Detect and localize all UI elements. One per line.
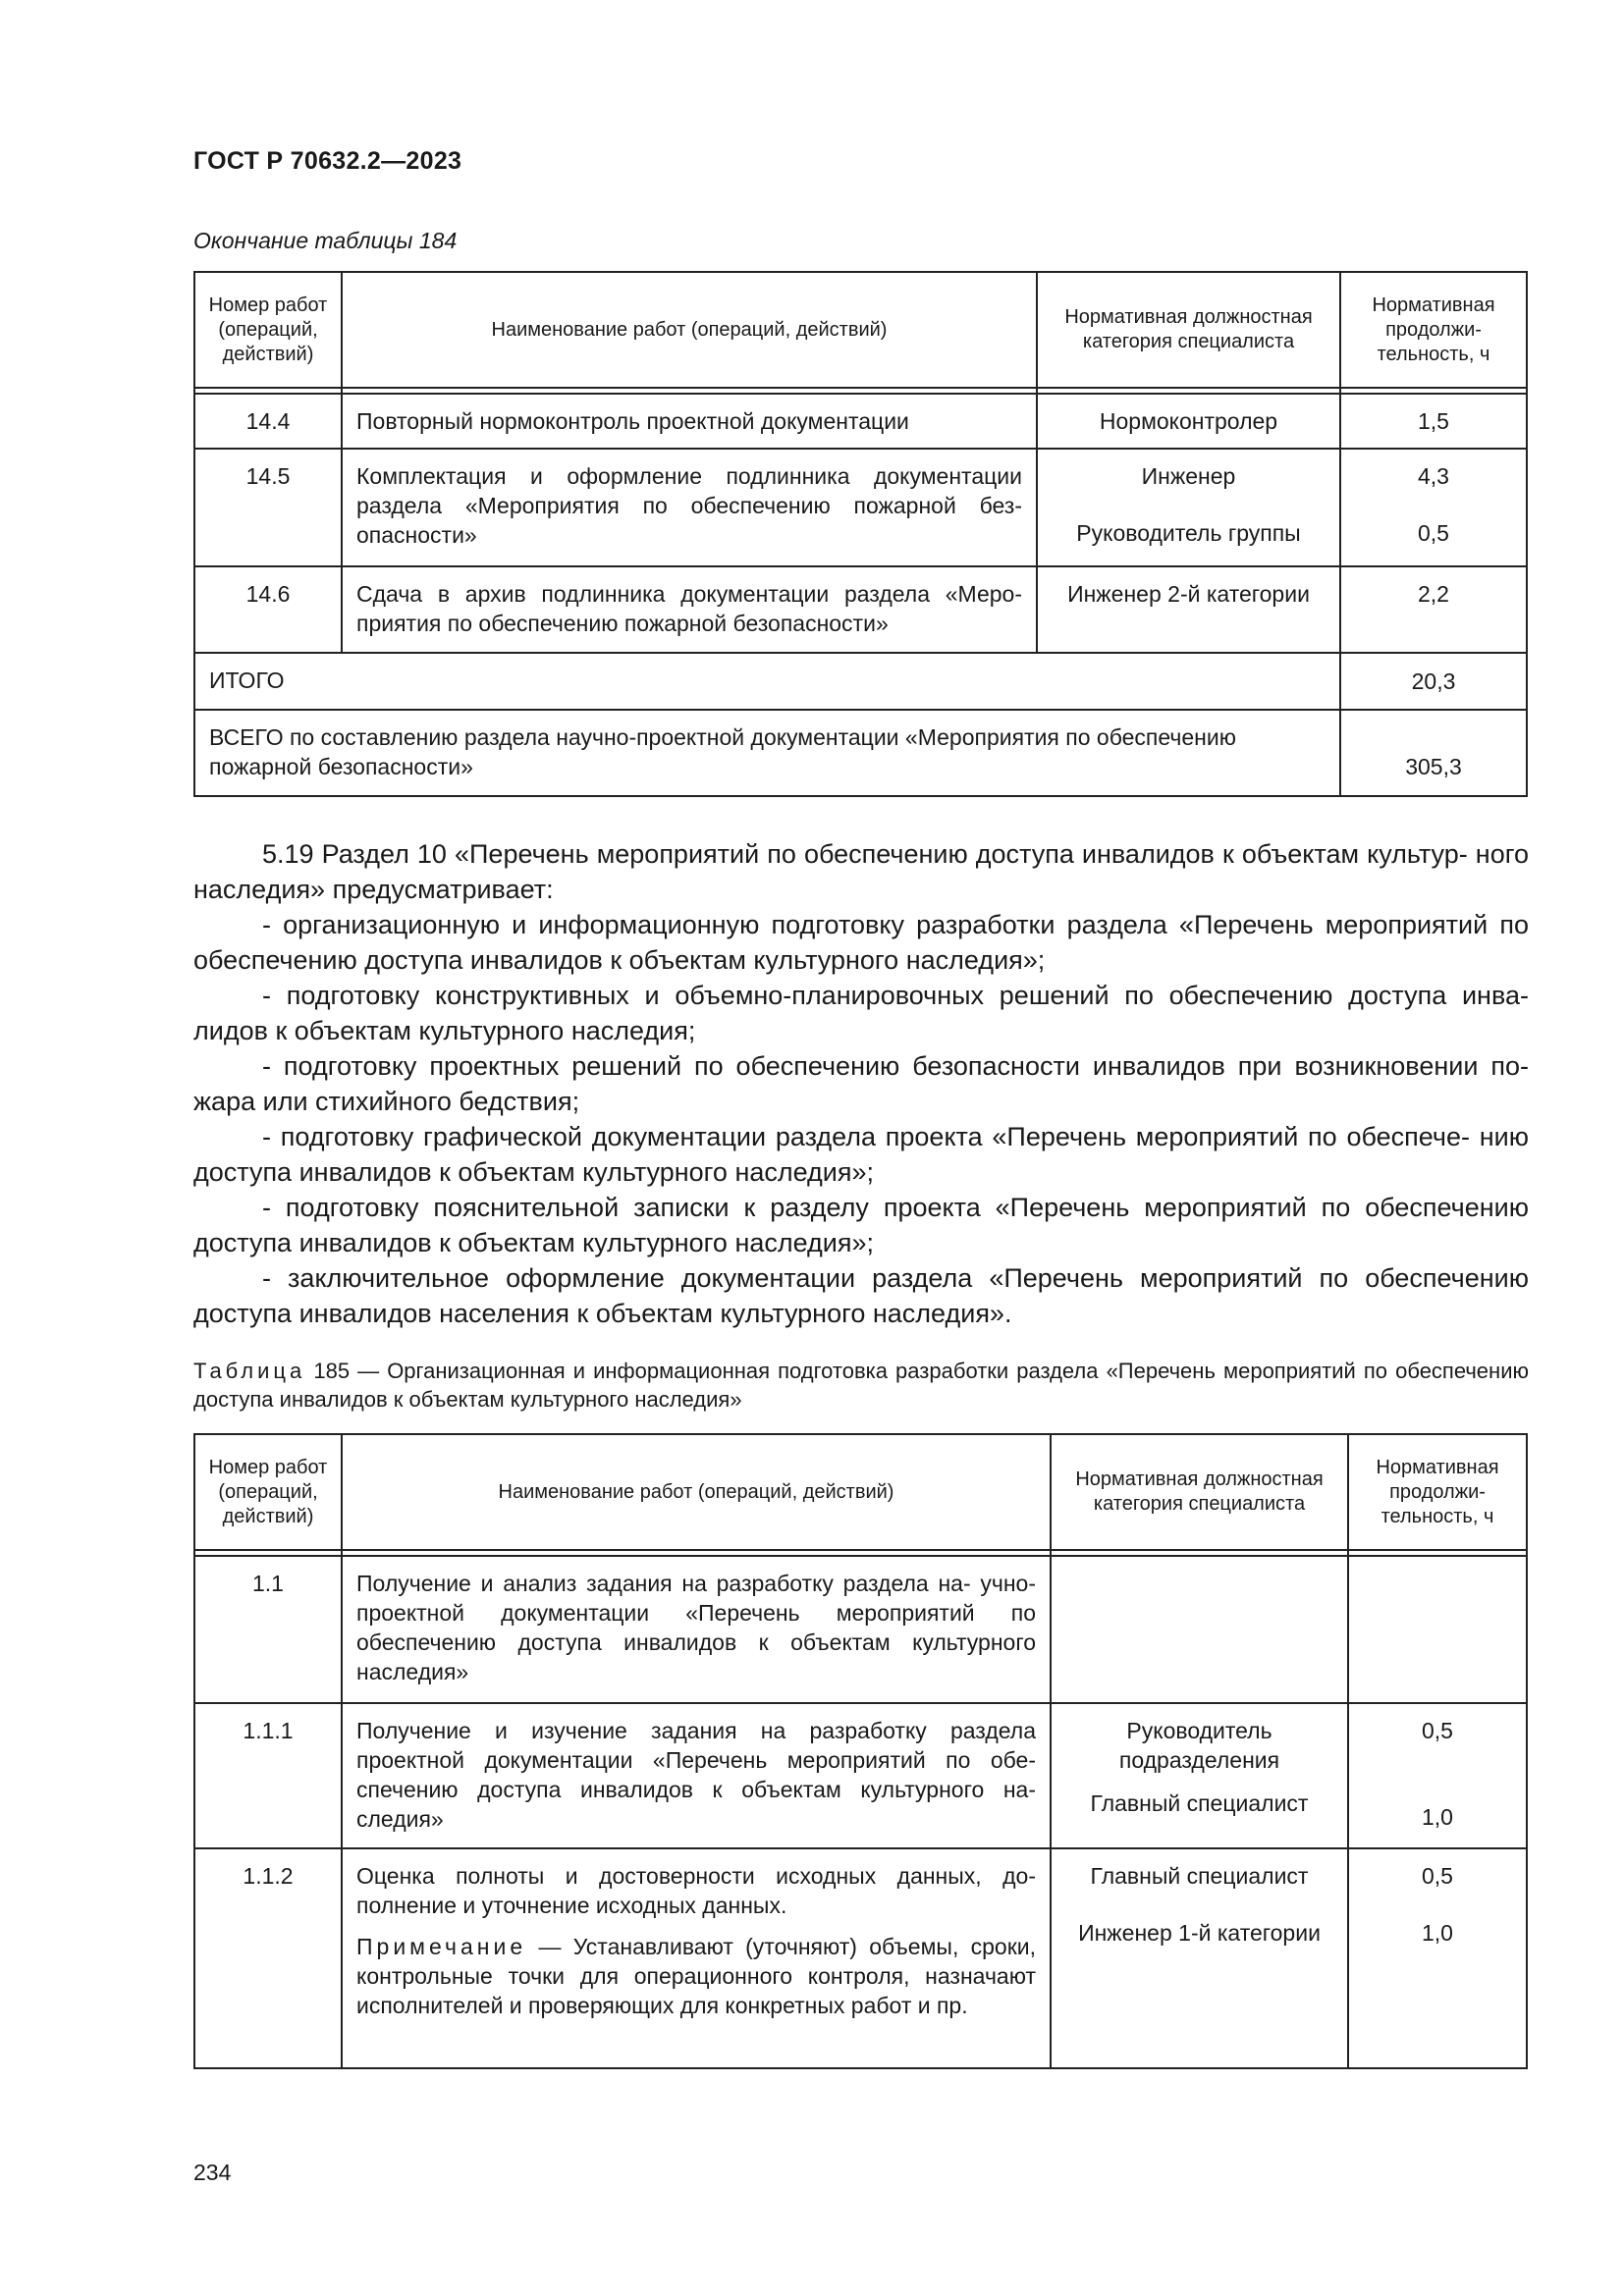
table-184 — [193, 271, 1528, 797]
section-5-19 — [193, 836, 1529, 1331]
note-text: — Устанавливают (уточняют) объемы, сроки, контрольные точки для операционного контроля, назначают исполнителей и проверяющих для конкретных работ и пр. — [356, 1934, 1037, 2018]
row-number: 1.1 — [252, 1571, 284, 1596]
row-category-2: Главный специалист — [1090, 1790, 1309, 1816]
note-label: Примечание — [356, 1934, 527, 1959]
row-category: Руководитель подразделения — [1118, 1718, 1280, 1773]
table-row — [194, 1703, 1527, 1848]
row-name: Получение и изучение задания на разработку раздела проектной документации «Перечень мероприятий по обе- спечению доступа инвалидов к объектам культурного на- следия» — [356, 1718, 1036, 1832]
row-category: Нормоконтролер — [1099, 408, 1278, 434]
table-row — [194, 1556, 1527, 1703]
row-duration: 4,3 — [1418, 463, 1449, 489]
list-item: - заключительное оформление документации раздела «Перечень мероприятий по обеспечению доступа инвалидов населения к объектам культурного наследия». — [193, 1263, 1529, 1328]
row-duration: 0,5 — [1422, 1718, 1453, 1743]
column-header-duration: Нормативная продолжи- тельность, ч — [1340, 272, 1527, 388]
page-number: 234 — [193, 2160, 232, 2185]
row-category: Инженер 2-й категории — [1067, 581, 1310, 607]
table-185 — [193, 1433, 1528, 2069]
grand-total-row — [194, 710, 1527, 796]
row-duration-2: 1,0 — [1422, 1804, 1453, 1830]
row-number: 1.1.2 — [243, 1863, 294, 1889]
row-category: Инженер — [1141, 463, 1236, 489]
row-category-2: Инженер 1-й категории — [1078, 1920, 1321, 1946]
list-item: - организационную и информационную подготовку разработки раздела «Перечень мероприятий по обеспечению доступа инвалидов к объектам культурного наследия»; — [193, 910, 1529, 975]
document-id: ГОСТ Р 70632.2—2023 — [193, 147, 462, 175]
row-name: Повторный нормоконтроль проектной документации — [356, 408, 909, 434]
row-number: 14.5 — [245, 463, 291, 489]
row-name: Оценка полноты и достоверности исходных данных, до- полнение и уточнение исходных данных. — [356, 1863, 1036, 1918]
table-header-row — [194, 272, 1527, 388]
row-category-2: Руководитель группы — [1076, 520, 1301, 546]
row-number: 1.1.1 — [243, 1718, 294, 1743]
column-header-category: Нормативная должностная категория специалиста — [1051, 1434, 1348, 1550]
row-note — [356, 1932, 1036, 2020]
row-number: 14.6 — [245, 581, 291, 607]
table-row — [194, 566, 1527, 653]
total-row — [194, 653, 1527, 710]
grand-total-value: 305,3 — [1340, 710, 1527, 796]
table-row — [194, 449, 1527, 566]
column-header-name: Наименование работ (операций, действий) — [342, 272, 1037, 388]
list-item: - подготовку графической документации раздела проекта «Перечень мероприятий по обеспече- нию доступа инвалидов к объектам культурного наследия»; — [193, 1122, 1529, 1187]
row-duration-2: 0,5 — [1418, 520, 1449, 546]
column-header-category: Нормативная должностная категория специалиста — [1037, 272, 1340, 388]
section-intro: 5.19 Раздел 10 «Перечень мероприятий по обеспечению доступа инвалидов к объектам культур- ного наследия» предусматривает: — [193, 839, 1529, 904]
list-item: - подготовку проектных решений по обеспечению безопасности инвалидов при возникновении по- жара или стихийного бедствия; — [193, 1051, 1529, 1116]
grand-total-label: ВСЕГО по составлению раздела научно-проектной документации «Мероприятия по обеспечению пожарной безопасности» — [194, 710, 1340, 796]
column-header-number: Номер работ (операций, действий) — [194, 272, 342, 388]
row-number: 14.4 — [245, 408, 291, 434]
column-header-number: Номер работ (операций, действий) — [194, 1434, 342, 1550]
column-header-name: Наименование работ (операций, действий) — [342, 1434, 1051, 1550]
table-185-title — [193, 1357, 1529, 1414]
list-item: - подготовку конструктивных и объемно-планировочных решений по обеспечению доступа инва- лидов к объектам культурного наследия; — [193, 981, 1529, 1045]
list-item: - подготовку пояснительной записки к разделу проекта «Перечень мероприятий по обеспечению доступа инвалидов к объектам культурного наследия»; — [193, 1193, 1529, 1257]
row-duration: 2,2 — [1418, 581, 1449, 607]
row-category: Главный специалист — [1090, 1863, 1309, 1889]
row-duration: 0,5 — [1422, 1863, 1453, 1889]
table-label-word: Таблица — [193, 1359, 306, 1383]
row-duration-2: 1,0 — [1422, 1920, 1453, 1946]
table-row — [194, 1848, 1527, 2068]
table-header-row — [194, 1434, 1527, 1550]
row-duration: 1,5 — [1418, 408, 1449, 434]
column-header-duration: Нормативная продолжи- тельность, ч — [1348, 1434, 1527, 1550]
row-name: Получение и анализ задания на разработку раздела на- учно-проектной документации «Перечень мероприятий по обеспечению доступа инвалидов к объектам культурного наследия» — [356, 1571, 1036, 1684]
total-label: ИТОГО — [194, 653, 1340, 710]
row-name: Сдача в архив подлинника документации раздела «Меро- приятия по обеспечению пожарной безопасности» — [356, 581, 1022, 636]
total-value: 20,3 — [1340, 653, 1527, 710]
table-184-continuation-caption: Окончание таблицы 184 — [193, 228, 458, 253]
row-name: Комплектация и оформление подлинника документации раздела «Мероприятия по обеспечению пожарной без- опасности» — [356, 463, 1022, 548]
table-row — [194, 394, 1527, 449]
table-185-title-text: 185 — Организационная и информационная подготовка разработки раздела «Перечень мероприятий по обеспечению доступа инвалидов к объектам культурного наследия» — [193, 1359, 1529, 1412]
